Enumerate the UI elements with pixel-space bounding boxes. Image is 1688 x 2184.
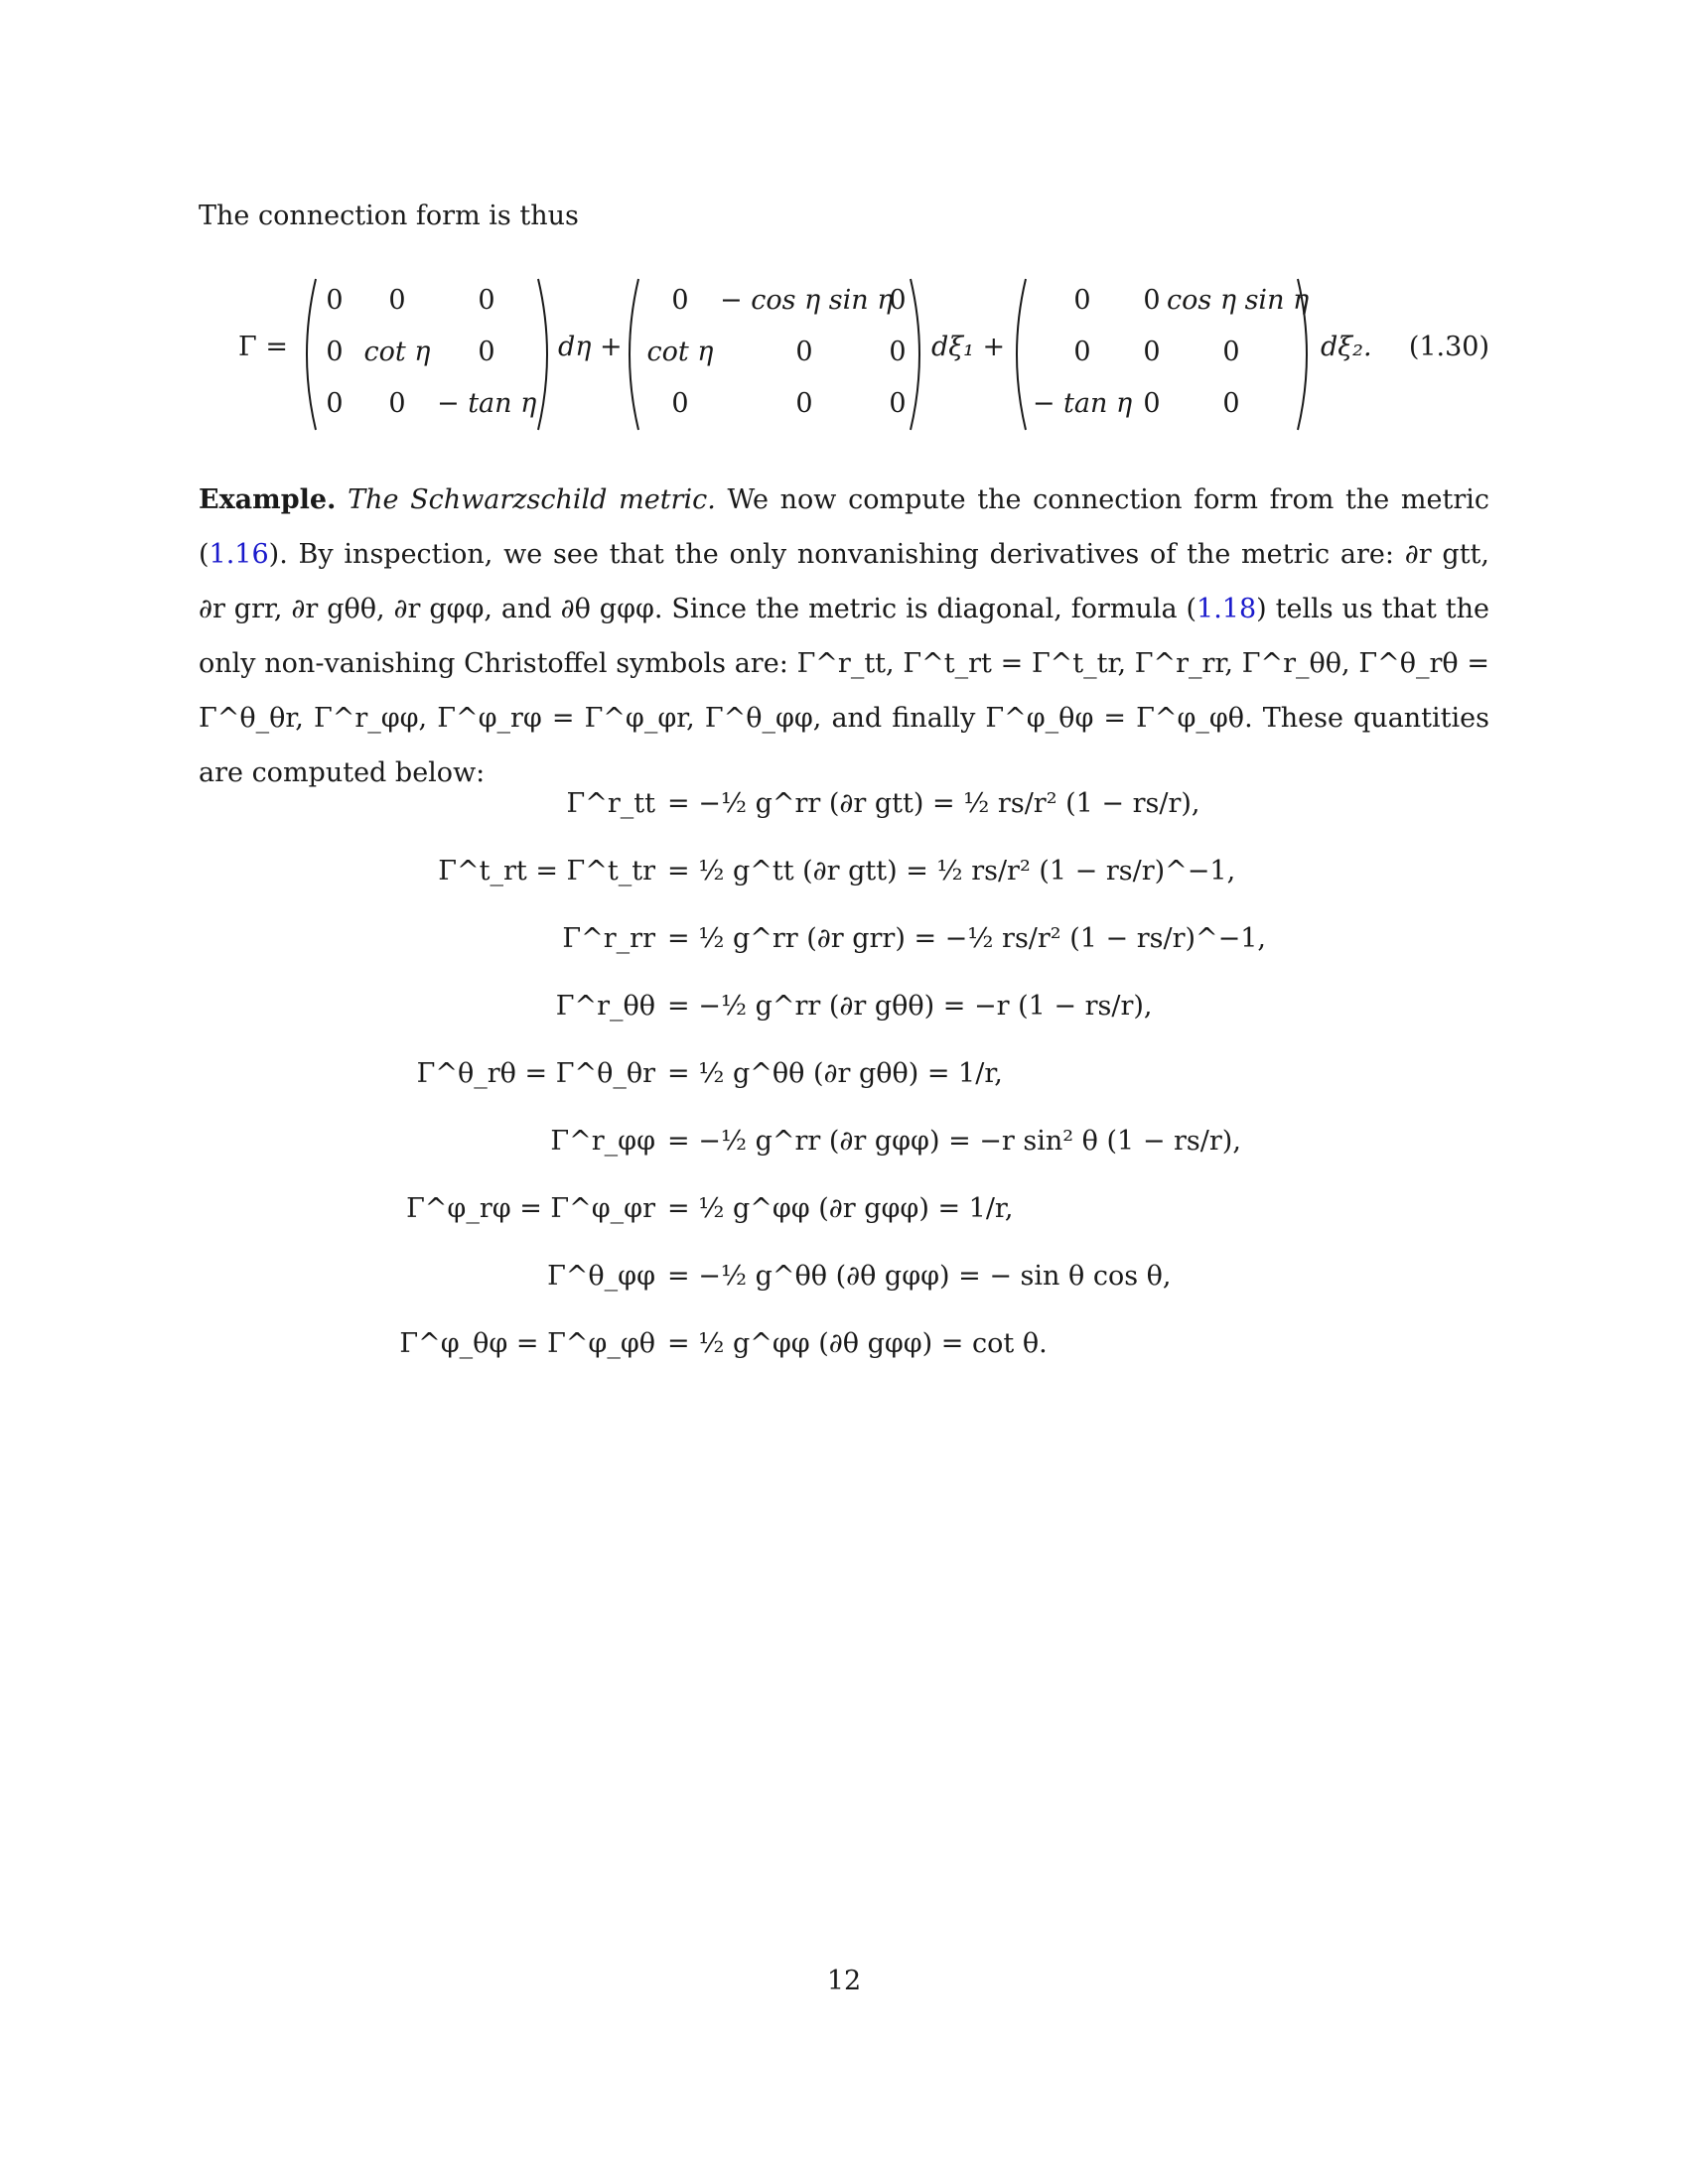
operator-d-xi2: dξ₂. [1321, 332, 1372, 362]
example-text: . These quantities are computed below: [199, 703, 1489, 788]
equation-rhs: = ½ g^φφ (∂r gφφ) = 1/r, [667, 1193, 1014, 1224]
matrix-3-cell: − tan η [1032, 388, 1133, 419]
equation-lhs: Γ^θ_rθ = Γ^θ_θr [416, 1058, 655, 1089]
matrix-3-cell: 0 [1222, 337, 1240, 367]
equation-lhs: Γ^r_tt [566, 788, 655, 819]
example-heading: Example. [199, 484, 337, 515]
matrix-2-cell: 0 [795, 388, 813, 419]
equation-lhs: Γ^φ_rφ = Γ^φ_φr [406, 1193, 655, 1224]
matrix-1-cell: cot η [363, 337, 431, 367]
equation-lhs: Γ^r_θθ [555, 991, 655, 1022]
equation-row [0, 774, 1688, 842]
matrix-2-cell: 0 [889, 337, 907, 367]
example-text: , and [484, 594, 552, 624]
example-text: . Since the metric is diagonal, formula ( [653, 594, 1197, 624]
equation-number: (1.30) [1408, 332, 1489, 362]
equation-row [0, 1112, 1688, 1179]
example-text: , and finally [812, 703, 976, 734]
matrix-1-cell: 0 [326, 388, 344, 419]
equation-lhs: Γ^r_rr [562, 923, 655, 954]
operator-d-eta: dη + [558, 332, 623, 362]
equation-link-1-18[interactable]: 1.18 [1196, 594, 1257, 624]
matrix-1-cell: 0 [388, 388, 406, 419]
equation-1-30 [199, 270, 1489, 439]
equation-rhs: = −½ g^rr (∂r gφφ) = −r sin² θ (1 − rs/r), [667, 1126, 1241, 1157]
example-text: We now compute the connection form from the metric ( [199, 484, 1489, 570]
matrix-1-cell: 0 [326, 337, 344, 367]
equation-rhs: = ½ g^tt (∂r gtt) = ½ rs/r² (1 − rs/r)^−1, [667, 856, 1236, 887]
matrix-2-cell: 0 [889, 388, 907, 419]
christoffel-symbol-last: Γ^φ_θφ = Γ^φ_φθ [985, 703, 1245, 734]
example-title: The Schwarzschild metric. [348, 484, 716, 515]
matrix-1-cell: 0 [478, 337, 495, 367]
equation-row [0, 1044, 1688, 1112]
equation-lhs: Γ^t_rt = Γ^t_tr [438, 856, 655, 887]
equation-row [0, 1247, 1688, 1314]
matrix-1-cell: 0 [326, 285, 344, 316]
equation-lhs: Γ^θ_φφ [547, 1261, 655, 1292]
matrix-2-cell: 0 [671, 285, 689, 316]
example-text: ) tells us that the only non-vanishing Christoffel symbols are: [199, 594, 1490, 679]
matrix-2-cell: − cos η sin η [720, 285, 894, 316]
matrix-3-cell: 0 [1143, 388, 1161, 419]
equation-rhs: = ½ g^rr (∂r grr) = −½ rs/r² (1 − rs/r)^−1, [667, 923, 1267, 954]
intro-paragraph: The connection form is thus [199, 201, 579, 231]
equation-row [0, 909, 1688, 977]
matrix-3-cell: 0 [1143, 337, 1161, 367]
equation-row [0, 1179, 1688, 1247]
page-number: 12 [826, 1966, 862, 1996]
equation-rhs: = ½ g^φφ (∂θ gφφ) = cot θ. [667, 1328, 1048, 1359]
equation-lhs: Γ^r_φφ [550, 1126, 655, 1157]
christoffel-symbol-list: Γ^r_tt, Γ^t_rt = Γ^t_tr, Γ^r_rr, Γ^r_θθ, Γ^θ_rθ = Γ^θ_θr, Γ^r_φφ, Γ^φ_rφ = Γ^φ_φr, Γ^θ_φφ [199, 648, 1489, 734]
equation-link-1-16[interactable]: 1.16 [209, 539, 269, 570]
matrix-3-cell: 0 [1143, 285, 1161, 316]
matrix-1-cell: − tan η [437, 388, 537, 419]
equation-lhs: Γ^φ_θφ = Γ^φ_φθ [399, 1328, 655, 1359]
metric-derivatives: ∂r gtt, ∂r grr, ∂r gθθ, ∂r gφφ [199, 539, 1489, 624]
equation-rhs: = −½ g^rr (∂r gtt) = ½ rs/r² (1 − rs/r), [667, 788, 1200, 819]
matrix-2-cell: 0 [795, 337, 813, 367]
operator-d-xi1: dξ₁ + [931, 332, 1006, 362]
matrix-1-cell: 0 [388, 285, 406, 316]
matrix-2-cell: cot η [646, 337, 714, 367]
matrix-3-cell: 0 [1073, 337, 1091, 367]
matrix-2-cell: 0 [671, 388, 689, 419]
matrix-1-cell: 0 [478, 285, 495, 316]
matrix-1 [298, 275, 556, 434]
matrix-2 [621, 275, 928, 434]
example-text: ). By inspection, we see that the only nonvanishing derivatives of the metric are: [268, 539, 1394, 570]
matrix-3-cell: 0 [1222, 388, 1240, 419]
matrix-2-cell: 0 [889, 285, 907, 316]
equation-rhs: = −½ g^rr (∂r gθθ) = −r (1 − rs/r), [667, 991, 1153, 1022]
equation-row [0, 977, 1688, 1044]
example-paragraph [199, 473, 1489, 800]
equation-row [0, 842, 1688, 909]
matrix-3-cell: 0 [1073, 285, 1091, 316]
equation-rhs: = −½ g^θθ (∂θ gφφ) = − sin θ cos θ, [667, 1261, 1172, 1292]
matrix-3 [1008, 275, 1316, 434]
matrix-3-cell: cos η sin η [1167, 285, 1310, 316]
metric-derivative-last: ∂θ gφφ [560, 594, 654, 624]
equation-rhs: = ½ g^θθ (∂r gθθ) = 1/r, [667, 1058, 1003, 1089]
equation-row [0, 1314, 1688, 1382]
equation-lhs: Γ = [238, 332, 288, 362]
